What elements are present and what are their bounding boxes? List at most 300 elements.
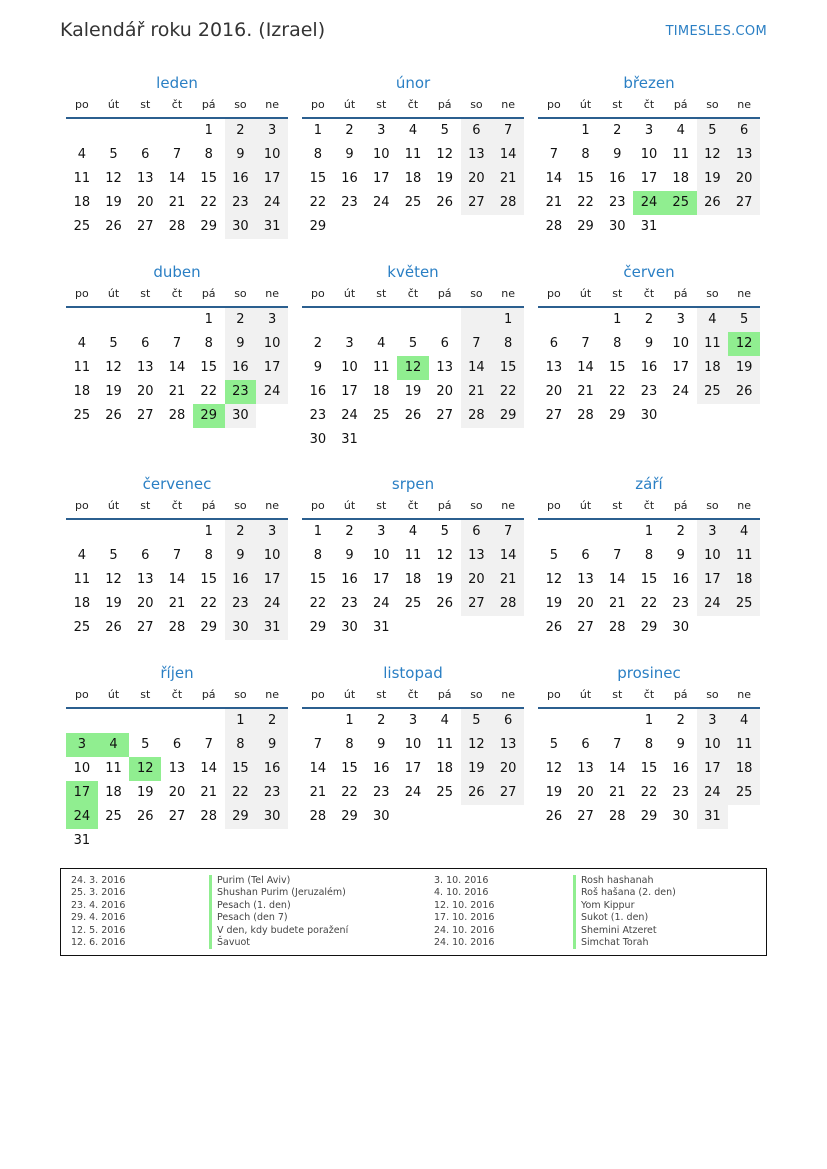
day-cell: 20 <box>137 384 154 399</box>
holiday-day-cell: 23 <box>225 380 257 404</box>
day-cell: 24 <box>256 380 288 404</box>
day-cell: 5 <box>440 524 449 539</box>
day-cell: 23 <box>225 592 257 616</box>
day-cell: 19 <box>105 596 122 611</box>
empty-cell <box>98 308 130 332</box>
day-cell: 11 <box>373 360 390 375</box>
day-cell: 6 <box>492 709 524 733</box>
day-cell: 25 <box>373 408 390 423</box>
empty-cell <box>302 709 334 733</box>
empty-cell <box>129 709 161 733</box>
day-cell: 8 <box>345 737 354 752</box>
weekday-header <box>302 95 524 119</box>
holiday-date: 24. 10. 2016 <box>434 936 495 948</box>
month-block <box>302 71 524 239</box>
day-cell: 23 <box>640 384 658 399</box>
day-cell: 2 <box>644 312 654 327</box>
weekday-label: čt <box>171 98 183 111</box>
day-cell: 28 <box>609 620 626 635</box>
day-cell: 18 <box>73 596 91 611</box>
weekday-header <box>302 284 524 308</box>
day-cell: 3 <box>345 336 354 351</box>
day-cell: 20 <box>137 596 154 611</box>
empty-cell <box>98 709 130 733</box>
day-cell: 7 <box>172 147 182 162</box>
month-name: září <box>635 475 663 493</box>
day-cell: 1 <box>581 123 590 138</box>
day-cell: 29 <box>609 408 626 423</box>
day-cell: 12 <box>105 171 122 186</box>
day-cell: 6 <box>581 737 590 752</box>
day-cell: 19 <box>545 596 563 611</box>
day-cell: 7 <box>313 737 322 752</box>
empty-cell <box>161 520 193 544</box>
day-cell: 15 <box>492 356 524 380</box>
day-cell: 11 <box>73 171 91 186</box>
empty-cell <box>302 308 334 332</box>
weekday-label: út <box>579 499 592 512</box>
day-cell: 28 <box>577 408 594 423</box>
day-cell: 27 <box>137 620 154 635</box>
holiday-date: 12. 10. 2016 <box>434 899 495 911</box>
day-cell: 3 <box>408 713 418 728</box>
day-cell: 1 <box>345 713 354 728</box>
weekday-label: čt <box>407 98 419 111</box>
day-cell: 11 <box>73 360 91 375</box>
weekday-label: pá <box>437 688 452 701</box>
day-cell: 22 <box>640 785 658 800</box>
weekday-label: út <box>343 499 356 512</box>
day-cell: 4 <box>697 308 729 332</box>
day-cell: 6 <box>581 548 590 563</box>
day-cell: 7 <box>549 147 558 162</box>
day-cell: 14 <box>168 171 186 186</box>
day-cell: 15 <box>609 360 626 375</box>
day-cell: 20 <box>545 384 563 399</box>
empty-cell <box>334 308 366 332</box>
day-cell: 9 <box>345 147 354 162</box>
day-cell: 3 <box>256 119 288 143</box>
day-cell: 4 <box>377 336 386 351</box>
day-cell: 13 <box>461 544 493 568</box>
day-cell: 13 <box>137 171 154 186</box>
weekday-label: po <box>546 287 561 300</box>
holiday-name: Rosh hashanah <box>573 875 676 887</box>
day-cell: 25 <box>73 408 91 423</box>
weekday-label: ne <box>501 499 515 512</box>
day-cell: 20 <box>577 596 594 611</box>
day-cell: 31 <box>373 620 390 635</box>
day-cell: 6 <box>461 520 493 544</box>
day-cell: 17 <box>640 171 658 186</box>
day-cell: 23 <box>341 195 358 210</box>
day-cell: 29 <box>640 620 658 635</box>
day-cell: 3 <box>256 308 288 332</box>
day-cell: 28 <box>200 809 217 824</box>
weekday-label: ne <box>265 287 279 300</box>
weekday-label: po <box>74 287 89 300</box>
day-cell: 5 <box>109 147 118 162</box>
day-cell: 26 <box>404 408 422 423</box>
day-cell: 7 <box>204 737 213 752</box>
day-cell: 19 <box>436 572 453 587</box>
day-cell: 1 <box>204 123 213 138</box>
day-cell: 12 <box>436 548 453 563</box>
weekday-label: so <box>234 499 247 512</box>
day-cell: 3 <box>377 123 386 138</box>
empty-cell <box>98 119 130 143</box>
day-cell: 18 <box>728 757 760 781</box>
day-cell: 14 <box>168 572 186 587</box>
weekday-label: čt <box>643 499 655 512</box>
day-cell: 2 <box>676 713 685 728</box>
day-cell: 16 <box>341 171 358 186</box>
day-cell: 28 <box>168 408 186 423</box>
empty-cell <box>129 520 161 544</box>
day-cell: 22 <box>492 380 524 404</box>
day-grid <box>538 119 760 239</box>
weekday-header <box>538 496 760 520</box>
month-block <box>538 260 760 428</box>
day-cell: 9 <box>676 548 685 563</box>
day-cell: 21 <box>492 568 524 592</box>
month-block <box>302 472 524 640</box>
weekday-label: pá <box>437 98 452 111</box>
day-cell: 13 <box>137 360 154 375</box>
day-cell: 15 <box>640 572 658 587</box>
weekday-label: so <box>470 688 483 701</box>
day-cell: 19 <box>728 356 760 380</box>
day-cell: 12 <box>697 143 729 167</box>
day-cell: 8 <box>644 548 654 563</box>
day-cell: 21 <box>168 195 186 210</box>
day-cell: 3 <box>256 520 288 544</box>
day-cell: 22 <box>640 596 658 611</box>
weekday-label: ne <box>501 287 515 300</box>
day-cell: 31 <box>256 215 288 239</box>
day-cell: 26 <box>728 380 760 404</box>
day-cell: 18 <box>73 195 91 210</box>
site-link[interactable]: TIMESLES.COM <box>665 24 767 39</box>
day-cell: 6 <box>461 119 493 143</box>
empty-cell <box>570 709 602 733</box>
day-cell: 17 <box>256 568 288 592</box>
day-cell: 21 <box>168 596 186 611</box>
day-cell: 25 <box>697 380 729 404</box>
day-cell: 7 <box>613 548 622 563</box>
day-cell: 15 <box>309 572 327 587</box>
weekday-label: čt <box>407 499 419 512</box>
day-cell: 8 <box>204 548 213 563</box>
empty-cell <box>129 308 161 332</box>
day-cell: 13 <box>436 360 453 375</box>
weekday-label: st <box>140 287 151 300</box>
day-cell: 20 <box>137 195 154 210</box>
day-cell: 17 <box>404 761 422 776</box>
holiday-date: 23. 4. 2016 <box>71 899 126 911</box>
day-cell: 14 <box>200 761 217 776</box>
day-cell: 15 <box>200 171 217 186</box>
day-cell: 8 <box>225 733 257 757</box>
holiday-date: 4. 10. 2016 <box>434 887 489 899</box>
day-cell: 17 <box>373 572 390 587</box>
day-cell: 28 <box>492 592 524 616</box>
day-cell: 11 <box>728 733 760 757</box>
day-cell: 13 <box>137 572 154 587</box>
day-cell: 2 <box>313 336 322 351</box>
day-cell: 20 <box>168 785 186 800</box>
day-cell: 5 <box>141 737 150 752</box>
day-cell: 19 <box>436 171 453 186</box>
day-cell: 2 <box>613 123 622 138</box>
day-cell: 20 <box>461 568 493 592</box>
day-cell: 13 <box>492 733 524 757</box>
day-cell: 18 <box>404 171 422 186</box>
day-cell: 22 <box>577 195 594 210</box>
day-cell: 22 <box>200 596 217 611</box>
weekday-label: ne <box>501 98 515 111</box>
weekday-label: pá <box>201 688 216 701</box>
day-cell: 27 <box>728 191 760 215</box>
month-name: únor <box>395 74 431 92</box>
weekday-label: so <box>706 287 719 300</box>
weekday-label: st <box>376 98 387 111</box>
day-cell: 26 <box>697 191 729 215</box>
weekday-label: ne <box>501 688 515 701</box>
empty-cell <box>601 520 633 544</box>
day-cell: 17 <box>373 171 390 186</box>
day-cell: 18 <box>404 572 422 587</box>
month-name: březen <box>623 74 675 92</box>
day-cell: 27 <box>168 809 186 824</box>
weekday-label: po <box>546 98 561 111</box>
month-name: říjen <box>160 664 194 682</box>
day-cell: 4 <box>728 520 760 544</box>
day-cell: 6 <box>141 336 150 351</box>
day-cell: 10 <box>640 147 658 162</box>
day-cell: 25 <box>105 809 122 824</box>
weekday-label: so <box>470 98 483 111</box>
weekday-label: so <box>234 688 247 701</box>
day-cell: 4 <box>728 709 760 733</box>
day-cell: 12 <box>436 147 453 162</box>
day-cell: 21 <box>461 380 493 404</box>
day-cell: 30 <box>225 404 257 428</box>
weekday-label: so <box>234 287 247 300</box>
weekday-label: út <box>343 98 356 111</box>
day-cell: 11 <box>697 332 729 356</box>
weekday-label: út <box>107 287 120 300</box>
day-cell: 19 <box>545 785 563 800</box>
day-cell: 4 <box>77 147 86 162</box>
day-cell: 18 <box>373 384 390 399</box>
day-cell: 16 <box>373 761 390 776</box>
day-cell: 19 <box>404 384 422 399</box>
day-cell: 4 <box>408 524 418 539</box>
day-cell: 14 <box>545 171 563 186</box>
weekday-label: pá <box>201 499 216 512</box>
day-cell: 15 <box>225 757 257 781</box>
day-cell: 7 <box>172 336 182 351</box>
day-cell: 24 <box>672 384 689 399</box>
day-cell: 4 <box>408 123 418 138</box>
day-cell: 17 <box>256 356 288 380</box>
month-block <box>66 71 288 239</box>
day-cell: 2 <box>225 308 257 332</box>
day-cell: 21 <box>309 785 327 800</box>
day-cell: 21 <box>168 384 186 399</box>
day-cell: 10 <box>256 143 288 167</box>
day-cell: 24 <box>373 195 390 210</box>
month-name: květen <box>387 263 439 281</box>
day-cell: 16 <box>640 360 658 375</box>
day-cell: 10 <box>256 544 288 568</box>
empty-cell <box>538 308 570 332</box>
day-cell: 2 <box>225 520 257 544</box>
empty-cell <box>461 308 493 332</box>
day-cell: 19 <box>697 167 729 191</box>
day-cell: 12 <box>545 572 563 587</box>
empty-cell <box>129 119 161 143</box>
holiday-day-cell: 12 <box>728 332 760 356</box>
day-cell: 1 <box>313 123 322 138</box>
page-title: Kalendář roku 2016. (Izrael) <box>60 19 326 41</box>
day-cell: 5 <box>440 123 449 138</box>
day-grid <box>66 119 288 239</box>
month-block <box>538 472 760 640</box>
weekday-label: ne <box>737 688 751 701</box>
day-cell: 26 <box>461 781 493 805</box>
day-cell: 5 <box>109 336 118 351</box>
day-cell: 13 <box>461 143 493 167</box>
day-cell: 17 <box>697 757 729 781</box>
day-grid <box>538 709 760 829</box>
day-cell: 23 <box>341 596 358 611</box>
day-cell: 30 <box>640 408 658 423</box>
weekday-label: po <box>546 688 561 701</box>
day-cell: 16 <box>672 572 689 587</box>
weekday-label: pá <box>673 499 688 512</box>
day-cell: 20 <box>492 757 524 781</box>
day-cell: 21 <box>577 384 594 399</box>
holiday-day-cell: 24 <box>66 805 98 829</box>
weekday-label: čt <box>643 98 655 111</box>
day-cell: 13 <box>577 761 594 776</box>
day-cell: 30 <box>373 809 390 824</box>
day-cell: 10 <box>373 147 390 162</box>
weekday-header <box>538 685 760 709</box>
day-cell: 18 <box>672 171 689 186</box>
day-cell: 26 <box>545 809 563 824</box>
day-cell: 31 <box>341 432 358 447</box>
day-cell: 16 <box>341 572 358 587</box>
weekday-label: po <box>310 688 325 701</box>
day-cell: 29 <box>492 404 524 428</box>
day-cell: 23 <box>609 195 626 210</box>
day-cell: 13 <box>168 761 186 776</box>
day-cell: 9 <box>225 544 257 568</box>
empty-cell <box>66 119 98 143</box>
empty-cell <box>570 520 602 544</box>
day-cell: 18 <box>697 356 729 380</box>
day-cell: 12 <box>545 761 563 776</box>
day-cell: 1 <box>644 713 654 728</box>
month-block <box>302 661 524 829</box>
holiday-date: 12. 6. 2016 <box>71 936 126 948</box>
weekday-label: pá <box>673 98 688 111</box>
day-cell: 1 <box>492 308 524 332</box>
day-cell: 2 <box>345 123 354 138</box>
weekday-label: út <box>107 98 120 111</box>
day-cell: 8 <box>313 147 322 162</box>
day-cell: 19 <box>461 757 493 781</box>
day-cell: 5 <box>697 119 729 143</box>
weekday-label: st <box>612 287 623 300</box>
day-cell: 16 <box>256 757 288 781</box>
holiday-name: Simchat Torah <box>573 937 676 949</box>
day-cell: 29 <box>640 809 658 824</box>
day-cell: 15 <box>200 360 217 375</box>
day-cell: 26 <box>436 596 453 611</box>
day-cell: 2 <box>345 524 354 539</box>
day-cell: 10 <box>73 761 91 776</box>
day-cell: 29 <box>577 219 594 234</box>
day-cell: 26 <box>137 809 154 824</box>
day-cell: 19 <box>137 785 154 800</box>
empty-cell <box>570 308 602 332</box>
weekday-header <box>66 95 288 119</box>
empty-cell <box>66 709 98 733</box>
empty-cell <box>538 709 570 733</box>
day-cell: 8 <box>581 147 590 162</box>
holiday-day-cell: 24 <box>633 191 665 215</box>
day-cell: 29 <box>309 219 327 234</box>
day-cell: 24 <box>404 785 422 800</box>
day-cell: 1 <box>313 524 322 539</box>
day-cell: 10 <box>373 548 390 563</box>
month-name: červenec <box>142 475 212 493</box>
day-cell: 6 <box>549 336 558 351</box>
day-cell: 18 <box>105 785 122 800</box>
day-cell: 6 <box>141 548 150 563</box>
day-cell: 8 <box>204 147 213 162</box>
day-cell: 20 <box>436 384 453 399</box>
month-name: duben <box>153 263 201 281</box>
holiday-dates-column-2 <box>434 875 494 949</box>
weekday-label: čt <box>643 287 655 300</box>
day-cell: 17 <box>672 360 689 375</box>
empty-cell <box>429 308 461 332</box>
day-cell: 10 <box>672 336 689 351</box>
weekday-label: čt <box>171 287 183 300</box>
day-cell: 7 <box>172 548 182 563</box>
day-cell: 25 <box>728 592 760 616</box>
day-cell: 3 <box>697 709 729 733</box>
day-cell: 21 <box>492 167 524 191</box>
weekday-label: st <box>612 98 623 111</box>
day-cell: 29 <box>200 620 217 635</box>
weekday-label: ne <box>737 98 751 111</box>
day-cell: 11 <box>105 761 122 776</box>
day-cell: 10 <box>697 544 729 568</box>
day-cell: 31 <box>640 219 658 234</box>
day-cell: 25 <box>73 620 91 635</box>
day-cell: 25 <box>728 781 760 805</box>
holiday-name: Yom Kippur <box>573 900 676 912</box>
day-cell: 22 <box>609 384 626 399</box>
day-cell: 25 <box>436 785 453 800</box>
holiday-day-cell: 25 <box>665 191 697 215</box>
